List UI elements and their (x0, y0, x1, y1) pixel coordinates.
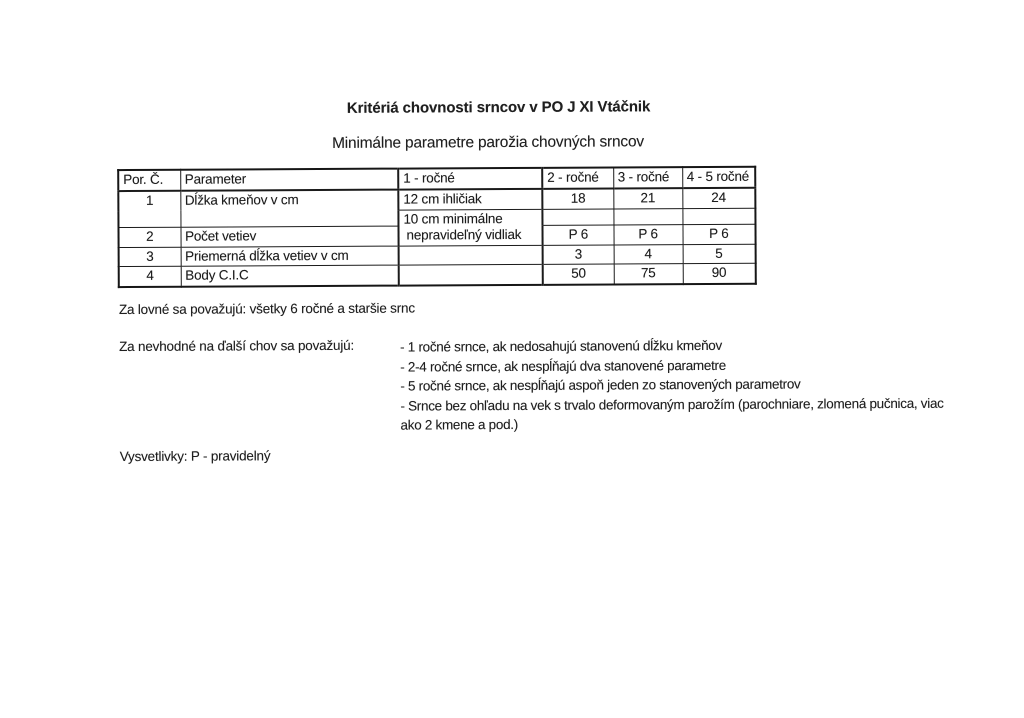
legend-vysvetlivky: Vysvetlivky: P - pravidelný (119, 448, 271, 465)
cell-row2-parameter: Počet vetiev (180, 226, 398, 247)
cell-row1-45rocne: 24 (682, 188, 755, 208)
cell-row4-number: 4 (119, 266, 181, 286)
cell-row1-number: 1 (118, 191, 180, 228)
cell-empty (682, 208, 755, 225)
cell-empty (613, 208, 682, 225)
cell-row1-2rocne: 18 (542, 188, 613, 208)
cell-row2-45rocne: P 6 (682, 224, 755, 244)
cell-row3-45rocne: 5 (683, 244, 756, 264)
cell-row4-3rocne: 75 (614, 264, 683, 284)
cell-empty (542, 208, 613, 225)
cell-row3-parameter: Priemerná dĺžka vetiev v cm (181, 246, 399, 267)
note-nevhodne-list (400, 335, 956, 435)
note-list-item: - Srnce bez ohľadu na vek s trvalo deformovaným parožím (parochniare, zlomená pučnica, viac ako 2 kmene a pod.) (400, 395, 944, 433)
cell-1rocne-minimum-line1: 10 cm minimálne (403, 210, 503, 227)
note-nevhodne-label: Za nevhodné na ďalší chov sa považujú: (119, 337, 355, 355)
cell-row4-2rocne: 50 (543, 264, 614, 284)
header-2-rocne: 2 - ročné (542, 167, 613, 188)
cell-1rocne-minimum (398, 209, 542, 246)
criteria-table (117, 166, 757, 288)
cell-empty (399, 245, 543, 265)
note-lovne: Za lovné sa považujú: všetky 6 ročné a staršie srnc (118, 300, 415, 318)
cell-row3-3rocne: 4 (614, 244, 683, 264)
cell-1rocne-minimum-line2: nepravideľný vidliak (406, 226, 522, 243)
cell-row4-parameter: Body C.I.C (181, 265, 399, 286)
cell-row2-number: 2 (118, 227, 180, 247)
table-row-4 (119, 263, 756, 286)
header-parameter: Parameter (180, 169, 398, 191)
cell-row2-2rocne: P 6 (542, 225, 613, 245)
cell-empty (399, 264, 543, 285)
header-4-5-rocne: 4 - 5 ročné (682, 167, 755, 188)
cell-row1-parameter: Dĺžka kmeňov v cm (180, 190, 398, 227)
header-1-rocne: 1 - ročné (398, 168, 542, 190)
cell-row1-1rocne: 12 cm ihličiak (398, 189, 542, 210)
cell-row3-2rocne: 3 (543, 244, 614, 264)
cell-row2-3rocne: P 6 (613, 224, 682, 244)
cell-row4-45rocne: 90 (683, 263, 756, 283)
cell-row3-number: 3 (119, 247, 181, 267)
document-subtitle: Minimálne parametre parožia chovných srncov (332, 133, 644, 152)
header-por-c: Por. Č. (118, 170, 180, 191)
header-3-rocne: 3 - ročné (613, 167, 682, 188)
note-list-item: - 2-4 ročné srnce, ak nespĺňajú dva stanovené parametre (400, 357, 726, 375)
note-list-item: - 1 ročné srnce, ak nedosahujú stanovenú dĺžku kmeňov (400, 337, 722, 355)
note-list-item: - 5 ročné srnce, ak nespĺňajú aspoň jeden zo stanovených parametrov (400, 376, 801, 394)
document-title: Kritériá chovnosti srncov v PO J XI Vtáčnik (346, 98, 651, 117)
cell-row1-3rocne: 21 (613, 188, 682, 208)
